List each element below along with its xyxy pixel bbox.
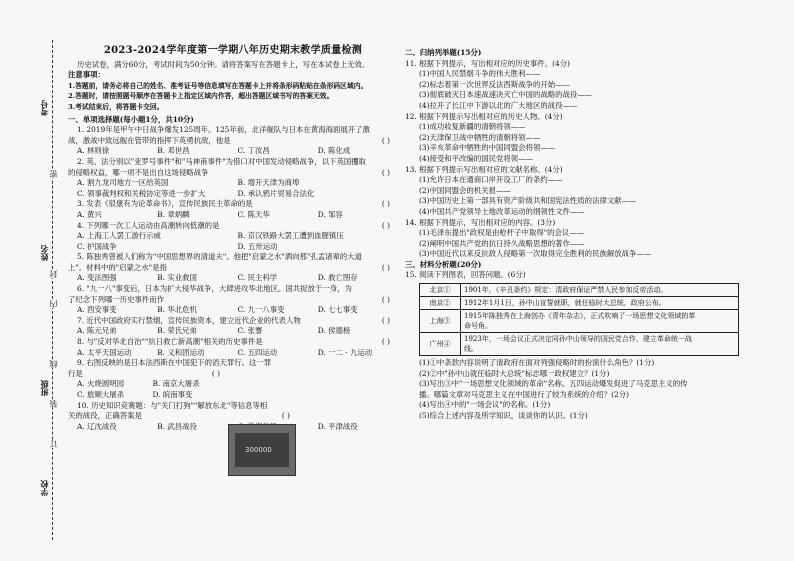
question-6-stem-line2: 了纪念下列哪一历史事件而作 xyxy=(68,294,165,304)
binding-word-nei: 内 xyxy=(49,300,58,308)
question-5-stem-line1: 5. 陈独秀曾被人们称为"中国思想界的清道夫"。他把"启蒙之水"洒向那"孔孟诸辈的大道 xyxy=(77,252,363,262)
binding-word-feng: 封 xyxy=(49,270,58,278)
question-13-item-2[interactable]: (2)中国同盟会的机关报—— xyxy=(419,185,511,195)
question-13-item-4[interactable]: (4)中国共产党领导土地改革运动的纲领性文件—— xyxy=(419,206,585,216)
option-a[interactable]: A. 太平天国运动 xyxy=(77,347,132,357)
binding-dashed-line xyxy=(52,40,53,540)
table-text-cell xyxy=(461,284,739,297)
option-d[interactable]: D. 救亡图存 xyxy=(317,273,358,283)
table-text-cell xyxy=(461,333,739,356)
option-c[interactable]: C. 领事裁判权和关税协定等进一步扩大 xyxy=(77,188,206,198)
option-a[interactable]: A. 西安事变 xyxy=(77,305,117,315)
option-c[interactable]: C. 旅顺大屠杀 xyxy=(77,390,125,399)
option-a[interactable]: A. 辽沈战役 xyxy=(77,421,117,431)
option-d[interactable]: D. 邹容 xyxy=(317,209,343,219)
question-9-options-row2 xyxy=(68,390,228,401)
question-15-sub-1: (1)①中条款内容说明了清政府在面对列强侵略时的扮演什么角色？(1分) xyxy=(419,358,655,368)
question-9-options-row1 xyxy=(68,379,228,390)
question-15-sub-3-line2: 播。哪篇文章对马克思主义在中国进行了较为系统的介绍？(2分) xyxy=(419,389,630,399)
table-row xyxy=(420,310,739,333)
table-text-line: 线。 xyxy=(464,345,478,354)
notice-title: 注意事项： xyxy=(68,70,105,80)
option-c[interactable]: C. 陈天华 xyxy=(237,209,270,219)
question-8-stem: 8. 与"反对华北自治""抗日救亡新高潮"相关的历史事件是 xyxy=(77,337,263,347)
question-14-item-1[interactable]: (1)毛泽东提出"政权是由枪杆子中取得"的会议—— xyxy=(419,228,585,238)
table-text-cell xyxy=(461,297,739,310)
section1-header: 一、单项选择题(每小题1分，共10分) xyxy=(68,114,194,124)
table-place-cell: 上海③ xyxy=(420,310,461,333)
answer-bracket[interactable]: ( ) xyxy=(381,294,390,304)
question-1-stem-line1: 1. 2019年是甲午中日战争爆发125周年。125年前，北洋舰队与日本在黄海海面展开了激 xyxy=(77,125,370,135)
question-11-item-1[interactable]: (1)中国人民禁烟斗争的伟大胜利—— xyxy=(419,69,541,79)
option-a[interactable]: A. 陈元兄弟 xyxy=(77,326,117,336)
table-text-line: 命号角。 xyxy=(464,322,492,331)
question-14-item-3[interactable]: (3)中国近代以来反抗敌人侵略第一次取得完全胜利的民族解放战争—— xyxy=(419,249,652,259)
question-4-options-row1 xyxy=(68,231,398,242)
option-b[interactable]: B. 实业救国 xyxy=(157,273,197,283)
option-d[interactable]: D. 七七事变 xyxy=(317,305,358,315)
left-column xyxy=(68,46,398,551)
question-15-sub-3-line1: (3)写出③中"一场思想文化领域的革命"名称。五四运动爆发促进了马克思主义的传 xyxy=(419,379,688,389)
option-d[interactable]: D. 陈化成 xyxy=(317,146,351,156)
option-b[interactable]: B. 章炳麟 xyxy=(157,209,190,219)
option-a[interactable]: A. 火烧圆明园 xyxy=(77,379,124,389)
binding-field-school: 学校 xyxy=(39,480,49,496)
table-text-line: 1912年1月1日，孙中山宣誓就职，就任临时大总统，政府公布。 xyxy=(464,299,666,308)
table-row xyxy=(420,284,739,297)
option-c[interactable]: C. 五四运动 xyxy=(237,347,278,357)
question-1-stem-line2: 战，激战中致远舰在管带的指挥下英勇抗敌，他是 xyxy=(68,135,231,145)
option-a[interactable]: A. 黄兴 xyxy=(77,209,102,219)
question-13-stem: 13. 根据下列提示写出相对应的文献名称。(4分) xyxy=(405,164,563,174)
section3-header: 三、材料分析题(20分) xyxy=(405,259,482,269)
question-14-stem: 14. 根据下列提示，写出相对应的内容。(3分) xyxy=(405,217,556,227)
option-c[interactable]: C. 张謇 xyxy=(237,326,263,336)
table-text-line: 1901年，《辛丑条约》规定：清政府保证严禁人民参加反帝活动。 xyxy=(464,286,668,295)
table-text-line: 1923年，一场会议正式决定同孙中山领导的国民党合作，建立革命统一战 xyxy=(464,335,692,344)
question-12-item-4[interactable]: (4)接受和平改编的国民党将领—— xyxy=(419,153,533,163)
option-b[interactable]: B. 南京大屠杀 xyxy=(152,379,200,389)
exam-title: 2023-2024学年度第一学期八年历史期末教学质量检测 xyxy=(103,45,363,56)
question-9-stem-line2: 行是 xyxy=(68,368,83,378)
table-row xyxy=(420,333,739,356)
question-8-options xyxy=(68,348,398,359)
question-13-item-1[interactable]: (1)允许日本在通商口岸开设工厂的条约—— xyxy=(419,175,563,185)
section2-header: 二、归纳列举题(15分) xyxy=(405,48,482,57)
option-a[interactable]: A. 变法图强 xyxy=(77,273,117,283)
question-14-item-2[interactable]: (2)阐明中国共产党的抗日持久战略思想的著作—— xyxy=(419,238,585,248)
option-b[interactable]: B. 武昌战役 xyxy=(157,421,197,431)
question-9-stem-line1: 9. 右图反映的是日本法西斯在中国犯下的滔天罪行。这一罪 xyxy=(77,358,272,368)
binding-field-name: 姓名 xyxy=(39,245,49,261)
binding-word-mi: 密 xyxy=(49,170,58,178)
right-column xyxy=(405,48,775,548)
question-12-item-1[interactable]: (1)成功收复新疆的清朝将领—— xyxy=(419,122,526,132)
material-table xyxy=(419,283,739,356)
option-a[interactable]: A. 割九龙司地方一区给英国 xyxy=(77,178,169,188)
answer-bracket[interactable]: ( ) xyxy=(381,135,390,145)
question-15-sub-4: (4)写出④中的"一场会议"的名称。(1分) xyxy=(419,400,551,410)
question-4-options-row2 xyxy=(68,242,398,253)
option-b[interactable]: B. 增开天津为商埠 xyxy=(237,178,300,188)
option-d[interactable]: D. 承认鸦片贸易合法化 xyxy=(237,188,315,198)
option-c[interactable]: C. 丁汝昌 xyxy=(237,146,270,156)
binding-word-ding: 订 xyxy=(49,440,58,448)
question-12-item-2[interactable]: (2)天津保卫战中牺牲的清朝将领—— xyxy=(419,132,541,142)
question-3-stem: 3. 发表《驳康有为论革命书》，宣传民族民主革命的是 xyxy=(77,199,253,209)
question-15-sub-5: (5)综合上述内容及所学知识，谈谈你的认识。(1分) xyxy=(419,411,588,421)
answer-bracket[interactable]: ( ) xyxy=(281,411,290,421)
question-6-options xyxy=(68,305,398,316)
question-11-item-2[interactable]: (2)标志着第一次世界反法西斯战争的开始—— xyxy=(419,79,570,89)
option-b[interactable]: B. 邓世昌 xyxy=(157,146,190,156)
question-7-options xyxy=(68,326,398,337)
question-2-stem-line1: 2. 英、法分别以"亚罗号事件"和"马神甫事件"为借口对中国发动侵略战争，以下英国攫取 xyxy=(77,156,367,166)
memorial-wall-photo xyxy=(228,424,296,476)
question-12-item-3[interactable]: (3)辛亥革命中牺牲的中国同盟会将领—— xyxy=(419,143,556,153)
question-3-options xyxy=(68,210,398,221)
answer-bracket[interactable]: ( ) xyxy=(381,315,390,325)
table-text-cell xyxy=(461,310,739,333)
answer-bracket[interactable]: ( ) xyxy=(211,368,220,378)
question-11-stem: 11. 根据下列提示，写出相对应的历史事件。(4分) xyxy=(405,58,570,68)
question-5-stem-line2: 上"。材料中的"启蒙之水"是指 xyxy=(68,262,167,272)
question-2-options-row1 xyxy=(68,178,398,189)
question-2-options-row2 xyxy=(68,189,398,200)
question-10-stem-line2: 关的战役，正确答案是 xyxy=(68,411,142,421)
binding-word-zhuang: 装 xyxy=(49,400,58,408)
answer-bracket[interactable]: ( ) xyxy=(381,167,390,177)
option-c[interactable]: C. 民主科学 xyxy=(237,273,278,283)
option-c[interactable]: C. 九一八事变 xyxy=(237,305,285,315)
memorial-number: 300000 xyxy=(245,446,272,454)
question-12-stem: 12. 根据下列提示写出相对应的历史人物。(4分) xyxy=(405,111,563,121)
option-b[interactable]: B. 华北危机 xyxy=(157,305,197,315)
option-d[interactable]: D. 皖南事变 xyxy=(152,390,193,399)
table-place-cell: 广州④ xyxy=(420,333,461,356)
binding-margin xyxy=(8,40,66,540)
answer-bracket[interactable]: ( ) xyxy=(381,262,390,272)
question-1-options xyxy=(68,146,398,157)
option-d[interactable]: D. 侯德榜 xyxy=(317,326,351,336)
option-b[interactable]: B. 义和团运动 xyxy=(157,347,205,357)
option-a[interactable]: A. 上海工人罢工游行示威 xyxy=(77,231,161,241)
option-b[interactable]: B. 京汉铁路大罢工遭到血腥镇压 xyxy=(237,231,344,241)
question-10-stem-line1: 10. 历史知识竞赛题：与"关门打狗""解放东北"等信息等相 xyxy=(77,400,268,410)
notice-item-3: 3.考试结束后，将答题卡交回。 xyxy=(68,102,164,111)
notice-item-1: 1.答题前，请务必将自己的姓名、准考证号等信息填写在答题卡上并将条形码粘贴在条形码区域内。 xyxy=(68,81,368,90)
option-d[interactable]: D. 五卅运动 xyxy=(237,241,278,251)
option-d[interactable]: D. 平津战役 xyxy=(317,421,358,431)
table-row xyxy=(420,297,739,310)
answer-bracket[interactable]: ( ) xyxy=(381,337,390,347)
option-b[interactable]: B. 荣氏兄弟 xyxy=(157,326,197,336)
question-15-sub-2: (2)②中"孙中山就任临时大总统"标志哪一政权建立？(1分) xyxy=(419,368,610,378)
table-text-line: 1915年陈独秀在上海创办《青年杂志》，正式吹响了一场思想文化领域的革 xyxy=(464,312,696,321)
table-place-cell: 南京② xyxy=(420,297,461,310)
question-4-stem: 4. 下列哪一次工人运动由高潮转向低潮的是 xyxy=(77,220,220,230)
binding-field-exam-number: 考号 xyxy=(39,100,49,116)
instruction-line: 历史试卷，满分60分，考试时间为50分钟。请将答案写在答题卡上，写在本试卷上无效。 xyxy=(77,59,370,69)
question-5-options xyxy=(68,273,398,284)
option-a[interactable]: A. 林则徐 xyxy=(77,146,110,156)
question-7-stem: 7. 近代中国政府实行禁烟，宣传民族资本，建立近代企业的代表人物 xyxy=(77,315,301,325)
question-2-stem-line2: 的侵略权益，哪一项不是出自这场侵略战争 xyxy=(68,167,209,177)
binding-field-class: 班级 xyxy=(39,380,49,396)
table-place-cell: 北京① xyxy=(420,284,461,297)
answer-bracket[interactable]: ( ) xyxy=(381,220,390,230)
notice-item-2: 2.答题时，请按照题号顺序在答题卡上指定区域内作答，超出答题区域书写的答案无效。 xyxy=(68,92,334,101)
binding-word-xian: 线 xyxy=(49,360,58,368)
option-c[interactable]: C. 护国战争 xyxy=(77,241,117,251)
answer-bracket[interactable]: ( ) xyxy=(381,199,390,209)
question-11-item-3[interactable]: (3)彻底破灭日本速战速决灭亡中国的战略的战役—— xyxy=(419,90,593,100)
option-d[interactable]: D. 一二 · 九运动 xyxy=(317,347,373,357)
question-13-item-3[interactable]: (3)中国历史上第一部具有资产阶级共和国宪法性质的法律文献—— xyxy=(419,196,637,206)
question-15-stem: 15. 阅读下列图表，回答问题。(6分) xyxy=(405,270,526,280)
question-6-stem-line1: 6. "九一八"事变后，日本为扩大侵华战争，大肆进攻华北地区。国共捉放于一身，为 xyxy=(77,284,352,294)
question-11-item-4[interactable]: (4)拉开了长江中下游以北的广大地区的战役—— xyxy=(419,100,578,110)
